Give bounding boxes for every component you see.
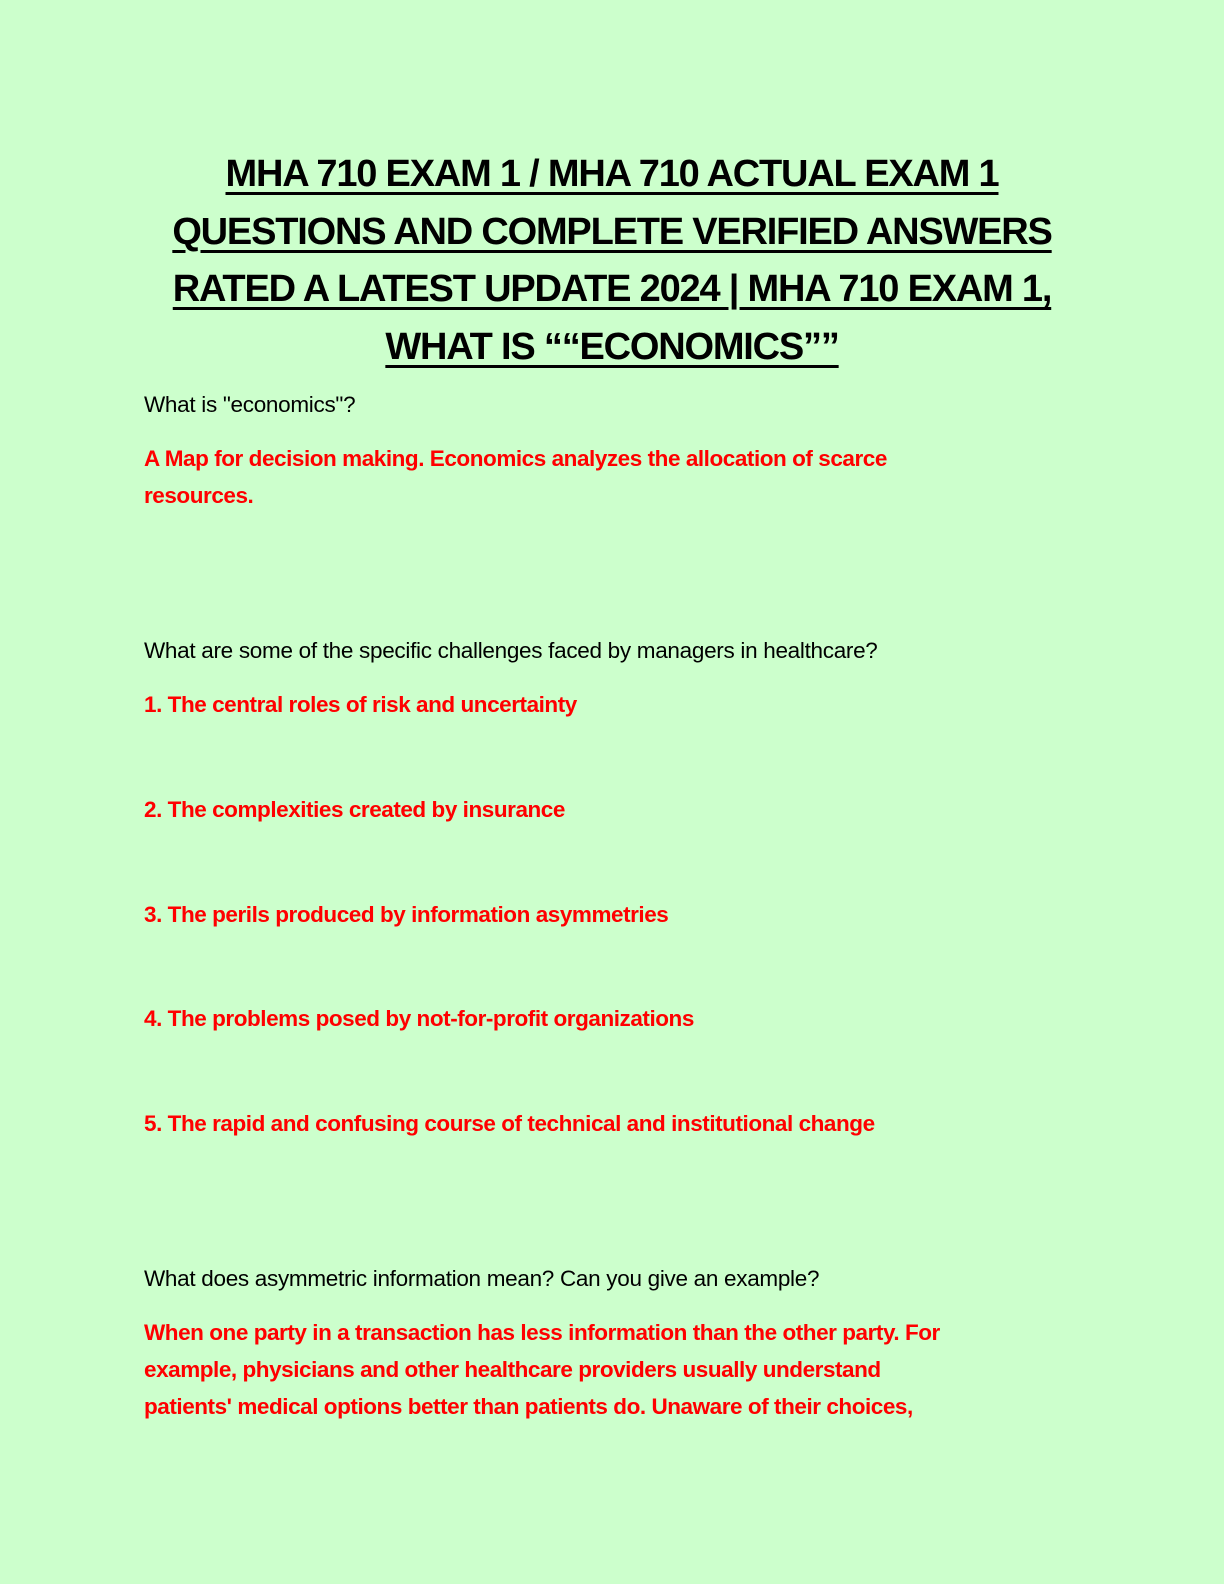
answer-2-item-2: 2. The complexities created by insurance — [144, 797, 565, 822]
title-line: MHA 710 EXAM 1 / MHA 710 ACTUAL EXAM 1 — [225, 153, 999, 195]
answer-2-item-1: 1. The central roles of risk and uncertainty — [144, 692, 577, 717]
answer-3-line-2: example, physicians and other healthcare providers usually understand — [144, 1357, 881, 1382]
title-line: WHAT IS ““ECONOMICS”” — [385, 325, 839, 368]
answer-3-line-1: When one party in a transaction has less information than the other party. For — [144, 1320, 940, 1345]
answer-2-item-4: 4. The problems posed by not-for-profit organizations — [144, 1006, 694, 1031]
answer-2-item-5: 5. The rapid and confusing course of technical and institutional change — [144, 1111, 875, 1136]
title-line: QUESTIONS AND COMPLETE VERIFIED ANSWERS — [172, 210, 1052, 253]
answer-3-line-3: patients' medical options better than patients do. Unaware of their choices, — [144, 1394, 913, 1419]
question-2: What are some of the specific challenges faced by managers in healthcare? — [144, 638, 878, 663]
question-1: What is "economics"? — [144, 392, 356, 417]
title-line: RATED A LATEST UPDATE 2024 | MHA 710 EXAM 1, — [172, 268, 1052, 310]
document-title — [144, 146, 1080, 376]
answer-2-item-3: 3. The perils produced by information asymmetries — [144, 902, 669, 927]
answer-1: A Map for decision making. Economics analyzes the allocation of scarce resources. — [144, 446, 887, 508]
question-3: What does asymmetric information mean? Can you give an example? — [144, 1266, 820, 1291]
